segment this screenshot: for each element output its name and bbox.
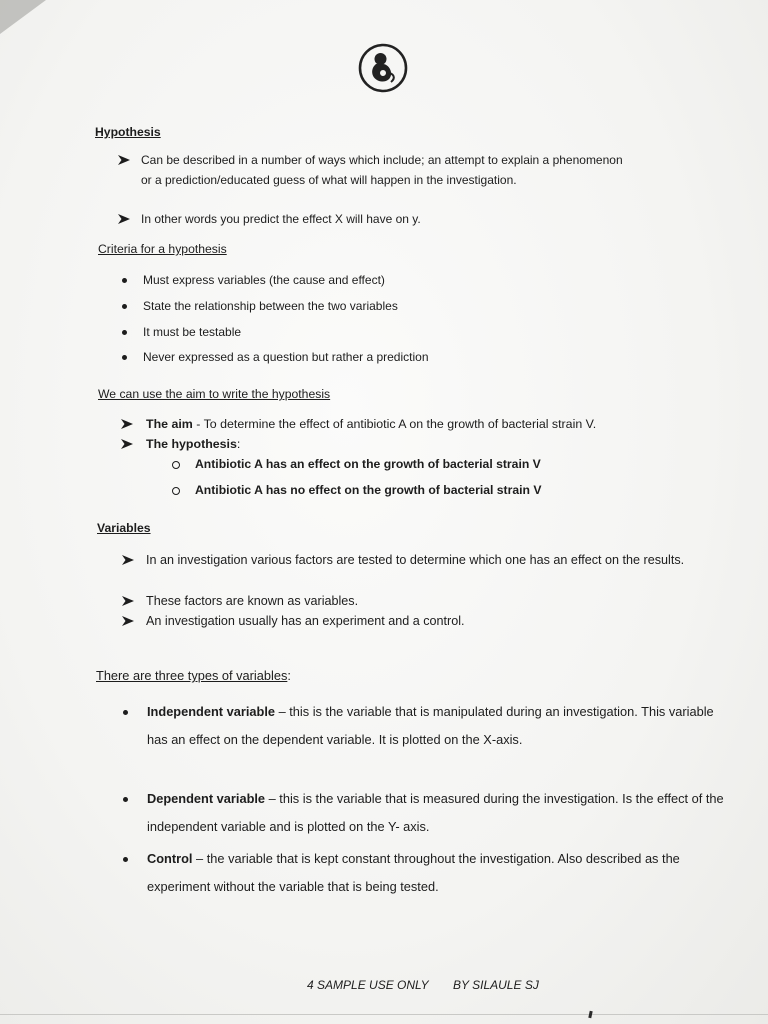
variables-point-text: In an investigation various factors are tested to determine which one has an effect on the results. [146, 553, 685, 567]
criteria-bullet-text: It must be testable [143, 325, 242, 339]
criteria-heading [98, 240, 227, 258]
hypothesis-point-text: In other words you predict the effect X will have on y. [141, 212, 421, 226]
aim-section-heading [98, 385, 330, 403]
arrow-bullet-icon [118, 214, 130, 224]
ink-mark [588, 1011, 592, 1018]
variables-point [122, 591, 702, 612]
arrow-bullet-icon [121, 419, 133, 429]
aim-hypothesis [121, 434, 736, 454]
variable-type-description: – the variable that is kept constant throughout the investigation. Also described as the experiment without the variable that is being tested. [147, 851, 680, 894]
bullet-dot-icon [122, 355, 127, 360]
bullet-dot-icon [122, 330, 127, 335]
variable-types-heading [96, 667, 291, 685]
page-corner-fold [0, 0, 46, 34]
hypothesis-option-text: Antibiotic A has an effect on the growth of bacterial strain V [195, 457, 541, 471]
footer-page-label: 4 SAMPLE USE ONLY [307, 978, 429, 992]
fetus-icon [356, 42, 410, 94]
aim-label: The aim [146, 417, 193, 431]
variables-point-text: These factors are known as variables. [146, 594, 359, 608]
variables-heading-text: Variables [97, 521, 151, 535]
hypothesis-heading-text: Hypothesis [95, 125, 161, 139]
hypothesis-option-text: Antibiotic A has no effect on the growth of bacterial strain V [195, 483, 542, 497]
hollow-circle-bullet-icon [172, 461, 180, 469]
variable-type-description: – this is the variable that is manipulated during an investigation. This variable has an effect on the dependent variable. It is plotted on the X-axis. [147, 704, 714, 747]
variable-type-term: Control [147, 851, 193, 866]
bullet-dot-icon [122, 278, 127, 283]
footer-author: BY SILAULE SJ [453, 978, 539, 992]
arrow-bullet-icon [122, 596, 134, 606]
bullet-dot-icon [123, 857, 128, 862]
variable-type-text [123, 785, 745, 841]
criteria-bullet-text: Never expressed as a question but rather a prediction [143, 350, 429, 364]
variables-point-text: An investigation usually has an experiment and a control. [146, 614, 465, 628]
variable-type-item [123, 698, 727, 754]
variable-types-heading-text: There are three types of variables [96, 668, 288, 683]
variables-point [122, 611, 702, 632]
hypothesis-option [172, 454, 715, 474]
page-bottom-edge [0, 1014, 768, 1015]
criteria-bullet [122, 347, 663, 367]
variable-type-text [123, 698, 727, 754]
hypothesis-option [172, 480, 715, 500]
hypothesis-point [118, 209, 633, 229]
variable-type-term: Dependent variable [147, 791, 266, 806]
aim-hypothesis-label: The hypothesis [146, 437, 237, 451]
variable-types-heading-colon: : [287, 668, 291, 683]
arrow-bullet-icon [118, 155, 130, 165]
hollow-circle-bullet-icon [172, 487, 180, 495]
aim-text: - To determine the effect of antibiotic A on the growth of bacterial strain V. [192, 417, 597, 431]
variables-point [122, 550, 702, 571]
aim-hypothesis-colon: : [236, 437, 241, 451]
aim-section-heading-text: We can use the aim to write the hypothesis [98, 387, 331, 401]
aim-statement [121, 414, 736, 434]
hypothesis-point-text: Can be described in a number of ways which include; an attempt to explain a phenomenon or a prediction/educated guess of what will happen in the investigation. [141, 153, 623, 187]
arrow-bullet-icon [122, 555, 134, 565]
criteria-heading-text: Criteria for a hypothesis [98, 242, 227, 256]
variable-type-text [123, 845, 722, 901]
criteria-bullet-text: State the relationship between the two variables [143, 299, 398, 313]
criteria-bullet [122, 296, 663, 316]
aim-hypothesis-text [121, 434, 736, 454]
arrow-bullet-icon [122, 616, 134, 626]
criteria-bullet [122, 322, 663, 342]
criteria-bullet [122, 270, 663, 290]
variable-type-description: – this is the variable that is measured during the investigation. Is the effect of the independent variable and is plotted on the Y- axis. [147, 791, 724, 834]
hypothesis-heading [95, 123, 161, 141]
aim-statement-text [121, 414, 736, 434]
criteria-bullet-text: Must express variables (the cause and effect) [143, 273, 385, 287]
variable-type-item [123, 845, 722, 901]
bullet-dot-icon [122, 304, 127, 309]
bullet-dot-icon [123, 710, 128, 715]
variable-type-term: Independent variable [147, 704, 276, 719]
variables-heading [97, 519, 151, 537]
arrow-bullet-icon [121, 439, 133, 449]
hypothesis-point [118, 150, 633, 190]
variable-type-item [123, 785, 745, 841]
bullet-dot-icon [123, 797, 128, 802]
